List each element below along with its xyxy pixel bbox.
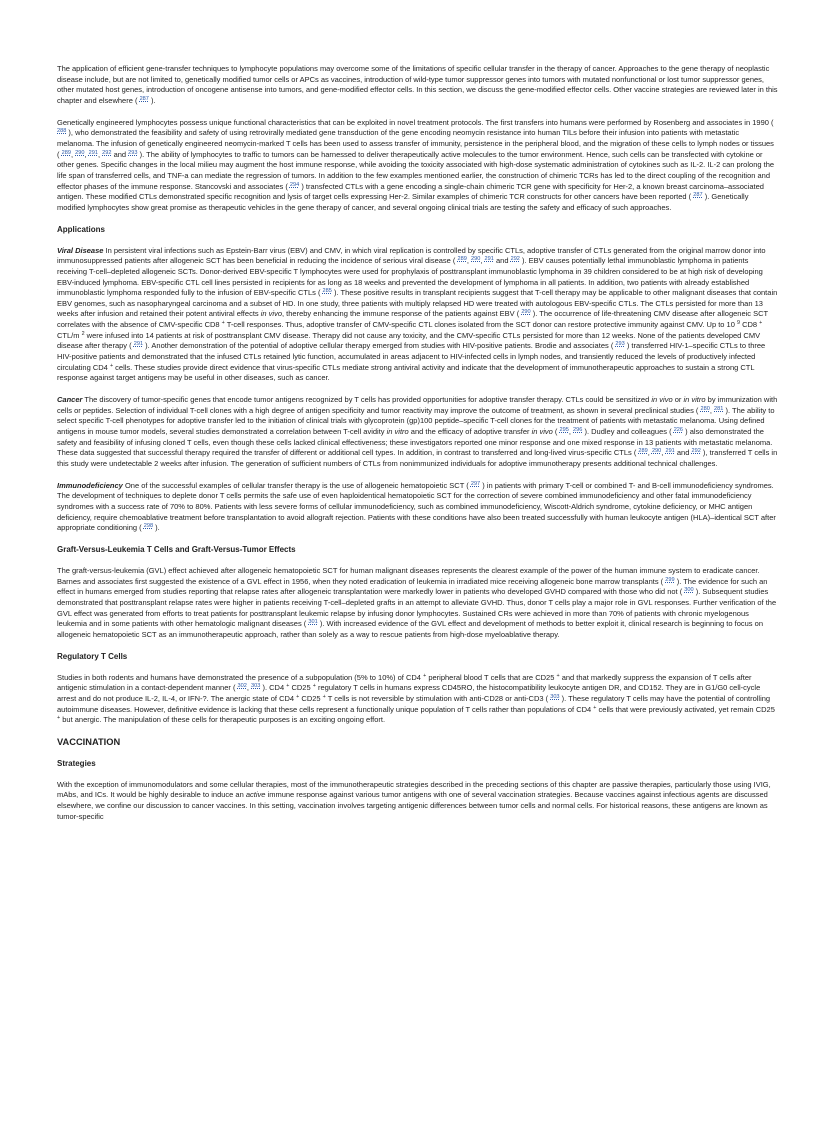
superscript-text: 9: [737, 320, 740, 327]
reference-link[interactable]: 302: [237, 683, 247, 690]
reference-link[interactable]: 291: [484, 256, 494, 263]
text-run: ). CD4: [260, 683, 287, 693]
run-in-heading: Cancer: [57, 395, 83, 405]
superscript-text: +: [296, 693, 300, 700]
text-run: and: [493, 256, 511, 266]
body-paragraph: [57, 673, 778, 726]
reference-link[interactable]: 291: [133, 341, 144, 348]
subsection-heading: Regulatory T Cells: [57, 651, 128, 661]
text-run: Genetically engineered lymphocytes possess unique functional characteristics that can be exploited in novel treatment protocols. The first transfers into humans were performed by Rosenberg and associates in 1990 (: [57, 117, 774, 127]
run-in-heading: Immunodeficiency: [57, 480, 123, 490]
text-run: T cells is not reversible by stimulation with anti-CD28 or anti-CD3 (: [325, 693, 551, 703]
text-run: ). Another demonstration of the potential of adoptive cellular therapy emerged from studies with HIV-positive patients. Brodie and associates (: [143, 341, 616, 351]
reference-link[interactable]: 293: [128, 149, 138, 156]
reference-link[interactable]: 292: [691, 448, 701, 455]
text-run: regulatory T cells in humans express CD45RO, the histocompatibility leukocyte antigen DR, and CD152. They are in G1/G0 cell-cycle arrest and do not produce IL-2, IL-4, or IFN-?. The anergic state of CD4: [57, 683, 761, 703]
text-run: With the exception of immunomodulators and some cellular therapies, most of the immunotherapeutic strategies described in the preceding sections of this chapter are passive therapies, particularly those using IVIG, mAbs, and ICs. It would be highly desirable to induce an: [57, 779, 771, 800]
body-paragraph: [57, 566, 778, 641]
run-in-heading: Viral Disease: [57, 245, 104, 255]
reference-link[interactable]: 297: [470, 480, 481, 487]
reference-link[interactable]: 292: [102, 149, 112, 156]
text-run: ). With increased evidence of the GVL effect and development of methods to better exploit it, clinical research is beginning to focus on allogeneic hematopoietic SCT as an immunotherapeutic approach, rather than solely as a way to rescue patients from high-dose myeloablative therapy.: [57, 619, 763, 639]
text-run: ,: [466, 256, 472, 266]
text-run: ). Genetically modified lymphocytes show great promise as therapeutic vehicles in the gene therapy of cancer, and several ongoing clinical trials are testing the safety and efficacy of such approaches.: [57, 192, 749, 212]
superscript-text: +: [593, 704, 597, 711]
text-run: ) transfected CTLs with a gene encoding a single-chain chimeric TCR gene with specificity for Her-2, a known breast carcinoma–associated antigen. These modified CTLs demonstrated specific recognition and lysis of target cells expressing Her-2. Similar examples of chimeric TCR constructs for other cancers have been reported (: [57, 181, 764, 202]
text-run: ).: [153, 523, 160, 533]
text-run: ,: [97, 149, 103, 159]
text-run: ) in patients with primary T-cell or combined T- and B-cell immunodeficiency syndromes. The development of techniques to deplete donor T cells permits the safe use of even haploidentical hematopoietic SCT for the correction of severe combined immunodeficiency and other fatal immunodeficiency syndromes with a success rate of 70% to 80%. Patients with less severe forms of cellular immunodeficiency, such as combined immunodeficiency, Wiscott-Aldrich syndrome, cytokine deficiency, or MHC antigen deficiency, require chemoablative treatment before transplantation to avoid allograft rejection. Patients with these conditions have also been treated successfully with human leukocyte antigen (HLA)–identical SCT after appropriate conditioning (: [57, 480, 776, 533]
text-run: ). Dudley and colleagues (: [582, 427, 674, 437]
italic-text: in vitro: [386, 427, 409, 437]
text-run: ,: [70, 149, 76, 159]
text-run: ,: [568, 427, 574, 437]
subsection-heading: Strategies: [57, 758, 96, 768]
reference-link[interactable]: 280: [700, 405, 710, 412]
text-run: ), transferred T cells in this study were undetectable 2 weeks after infusion. The generation of sufficient numbers of CTLs from nonimmunized individuals for adoptive immunotherapy presents additional technical challenges.: [57, 448, 778, 468]
text-run: ,: [647, 448, 652, 458]
italic-text: active: [245, 790, 266, 800]
text-run: One of the successful examples of cellular transfer therapy is the use of allogeneic hematopoietic SCT (: [122, 480, 471, 490]
superscript-text: +: [322, 693, 326, 700]
text-run: ,: [709, 405, 715, 415]
text-run: In persistent viral infections such as Epstein-Barr virus (EBV) and CMV, in which viral replication is controlled by specific CTLs, adoptive transfer of CTLs generated from the original marrow donor into immunosuppressed patients after allogeneic SCT has been beneficial in reducing the incidence of serious viral disease (: [57, 245, 766, 266]
reference-link[interactable]: 291: [665, 448, 675, 455]
reference-link[interactable]: 289: [61, 149, 71, 156]
italic-text: in vivo: [651, 395, 673, 405]
text-run: ). The ability of lymphocytes to traffic to tumors can be harnessed to deliver therapeutically active molecules to the tumor environment. Hence, such cells can be transfected with cytokine or other genes. Specific changes in the local milieu may augment the host immune response, while avoiding the toxicity associated with high-dose systematic administration of cytokines such as IL-2. IL-2 can prolong the life span of transferred cells, and TNF-a can mediate the regression of tumors. In addition to the few examples mentioned earlier, the construction of chimeric TCRs has led to the direct coupling of the recognition and effector phases of the immune response. Stancovski and associates (: [57, 149, 775, 191]
reference-link[interactable]: 298: [143, 523, 154, 530]
body-paragraph: [57, 118, 778, 214]
text-run: ,: [480, 256, 485, 266]
text-run: and that markedly suppress the expansion of T cells after antigenic stimulation in a contact-dependent manner (: [57, 672, 752, 693]
text-run: T-cell responses. Thus, adoptive transfer of CMV-specific CTL clones isolated from the SCT donor can restore protective immunity against CMV. Up to 10: [224, 320, 737, 330]
text-run: ). Subsequent studies demonstrated that posttransplant relapse rates were higher in patients receiving T-cell–depleted grafts in an attempt to alleviate GVHD. Thus, donor T cells play a major role in GVL responses. Further verification of the GVL effect was generated from efforts to treat patients for posttransplant leukemic relapse by infusing donor lymphocytes. Sustained CRs were achieved in more than 70% of patients with chronic myelogenous leukemia and in some patients with other hematologic malignant diseases (: [57, 587, 777, 629]
text-run: CD8: [740, 320, 760, 330]
superscript-text: +: [57, 715, 61, 722]
text-run: by immunization with cells or peptides. Selection of individual T-cell clones with a high degree of antigen specificity and tumor reactivity may improve the outcome of treatment, as shown in several preclinical studies (: [57, 395, 778, 415]
text-run: and: [111, 149, 129, 159]
reference-link[interactable]: 292: [510, 256, 520, 263]
reference-link[interactable]: 287: [139, 95, 149, 102]
text-run: cells. These studies provide direct evidence that virus-specific CTLs mediate strong antiviral activity and indicate that the development of immunotherapeutic approaches to sustain a strong CTL response against target antigens may be useful in other diseases, such as cancer.: [57, 362, 755, 383]
reference-link[interactable]: 299: [665, 576, 675, 583]
reference-link[interactable]: 285: [322, 288, 332, 295]
reference-link[interactable]: 226: [673, 427, 684, 434]
superscript-text: 2: [81, 330, 85, 337]
text-run: CD25: [289, 683, 313, 693]
text-run: ). These positive results in transplant recipients suggest that T-cell therapy may be applicable to other malignant diseases that contain EBV genomes, such as nasopharyngeal carcinoma and a subset of HD. In one study, three patients with multiply relapsed HD were treated with autologous EBV-specific CTLs. The CTLs persisted for more than 13 weeks after infusion and retained their potent antiviral effects: [57, 288, 778, 319]
text-run: and the efficacy of adoptive transfer: [408, 427, 532, 437]
text-run: or: [672, 395, 684, 405]
text-run: The discovery of tumor-specific genes that encode tumor antigens recognized by T cells has provided opportunities for adoptive transfer therapy. CTLs could be sensitized: [82, 395, 652, 405]
text-run: The application of efficient gene-transfer techniques to lymphocyte populations may overcome some of the limitations of specific cellular transfer in the therapy of cancer. Approaches to the gene therapy of neoplastic disease include, but are not limited to, genetically modified tumor cells or APCs as vaccines, introduction of wild-type tumor suppressor genes into tumors with mutated nonfunctional or lost tumor suppressor genes, other mutated host genes, introduction of oncogene antisense into tumors, and gene-modified effector cells. In this section, we discuss the gene-modified effector cells. Other vaccine strategies are reviewed later in this chapter and elsewhere (: [57, 64, 778, 105]
subsection-heading: Applications: [57, 224, 106, 234]
body-paragraph: [57, 246, 778, 385]
body-paragraph: [57, 395, 778, 470]
text-run: and: [674, 448, 692, 458]
italic-text: in vivo: [260, 309, 282, 319]
text-run: (: [552, 427, 560, 437]
reference-link[interactable]: 289: [457, 256, 467, 263]
reference-link[interactable]: 289: [638, 448, 648, 455]
text-run: CTL/m: [57, 330, 82, 340]
superscript-text: +: [286, 683, 290, 690]
subsection-heading: Graft-Versus-Leukemia T Cells and Graft-Versus-Tumor Effects: [57, 544, 296, 554]
reference-link[interactable]: 288: [57, 128, 67, 135]
reference-link[interactable]: 301: [308, 619, 318, 626]
reference-link[interactable]: 295: [559, 427, 569, 434]
italic-text: in vitro: [683, 395, 706, 405]
text-run: but anergic. The manipulation of these cells for therapeutic purposes is an exciting ongoing effort.: [60, 715, 386, 725]
text-run: CD25: [299, 693, 323, 703]
reference-link[interactable]: 303: [251, 683, 261, 690]
reference-link[interactable]: 300: [684, 587, 694, 594]
text-run: ,: [661, 448, 666, 458]
text-run: cells that were previously activated, yet remain CD25: [596, 704, 775, 714]
superscript-text: +: [556, 672, 560, 679]
text-run: ). The evidence for such an effect in humans emerged from studies reporting that relapse rates after allogeneic transplantation were markedly lower in patients who developed GVHD compared with those who did not (: [57, 576, 768, 597]
section-heading: VACCINATION: [57, 736, 121, 747]
text-run: ). The ability to select specific T-cell phenotypes for adoptive transfer led to the initiation of clinical trials with glycoprotein (gp)100 peptide–specific T-cell clones for the treatment of patients with metastatic melanoma. Using defined antigens in mouse tumor models, several studies demonstrated a correlation between T-cell avidity: [57, 405, 775, 437]
text-run: ).: [148, 95, 156, 105]
text-run: The graft-versus-leukemia (GVL) effect achieved after allogeneic hematopoietic SCT for human malignant diseases represents the clearest example of the power of the human immune system to eradicate cancer. Barnes and associates first suggested the existence of a GVL effect in 1956, when they noted eradication of leukemia in irradiated mice receiving allogeneic bone marrow transplants (: [57, 565, 760, 586]
reference-link[interactable]: 281: [714, 405, 724, 412]
reference-link[interactable]: 290: [651, 448, 662, 455]
reference-link[interactable]: 290: [521, 309, 531, 316]
body-paragraph: [57, 481, 778, 534]
body-paragraph: [57, 64, 778, 107]
text-run: ) transferred HIV-1–specific CTLs to three HIV-positive patients and demonstrated that the infused CTLs retained lytic function, accumulated in areas adjacent to HIV-infected cells in lymph nodes, and transiently reduced the levels of productively infected circulating CD4: [57, 341, 766, 372]
text-run: Studies in both rodents and humans have demonstrated the presence of a subpopulation (5% to 10%) of CD4: [57, 672, 424, 682]
text-run: ,: [84, 149, 89, 159]
text-run: ), who demonstrated the feasibility and safety of using retrovirally mediated gene transduction of the gene encoding neomycin resistance into human TILs before their infusion into patients with metastatic melanoma. The infusion of genetically engineered neomycin-marked T cells has been used to assess transfer of immunity, persistence in the peripheral blood, and the migration of these cells to lymph nodes or tissues (: [57, 128, 774, 159]
text-run: peripheral blood T cells that are CD25: [426, 672, 557, 682]
reference-link[interactable]: 287: [693, 192, 703, 199]
superscript-text: +: [221, 320, 225, 327]
reference-link[interactable]: 296: [573, 427, 583, 434]
superscript-text: +: [759, 320, 763, 327]
text-run: ). EBV causes potentially lethal immunoblastic lymphoma in patients receiving T-cell–depleted allogeneic SCTs. Donor-derived EBV-specific T lymphocytes were used for prophylaxis of posttransplant immunoblastic lymphoma in 39 children considered to be at high risk of developing EBV-induced lymphoma. EBV-specific CTL cell lines persisted in recipients for as long as 18 weeks and prevented the development of lymphoma in all patients. In addition, two patients with already established immunoblastic lymphoma responded fully to the infusion of EBV-specific CTLs (: [57, 256, 763, 298]
text-run: were infused into 14 patients at risk of posttransplant CMV disease. Therapy did not cause any toxicity, and the CMV-specific CTLs persisted for more than 12 weeks. None of the patients developed CMV disease after therapy (: [57, 330, 761, 351]
text-run: ). The occurrence of life-threatening CMV disease after allogeneic SCT correlates with the absence of CMV-specific CD8: [57, 309, 768, 330]
italic-text: in vivo: [531, 427, 553, 437]
superscript-text: +: [312, 683, 316, 690]
reference-link[interactable]: 303: [550, 693, 560, 700]
text-run: ). These regulatory T cells may have the potential of controlling autoimmune diseases. However, definitive evidence is lacking that these cells represent a functionally unique population of T cells rather than populations of CD4: [57, 693, 771, 714]
body-paragraph: [57, 780, 778, 823]
reference-link[interactable]: 294: [289, 181, 300, 188]
reference-link[interactable]: 290: [471, 256, 481, 263]
text-run: ) also demonstrated the safety and feasibility of infusing cloned T cells, even though these cells lacked clinical effectiveness; these investigators reported one minor response and one mixed response in 13 patients with metastatic melanoma. These data suggested that successful therapy required the transfer of different or additional cell types. In addition, in contrast to transferred and long-lived virus-specific CTLs (: [57, 427, 773, 458]
text-run: immune response against various tumor antigens with one of several vaccination strategies. Because vaccines against infectious agents are discussed elsewhere, we confine our discussion to cancer vaccines. In this setting, vaccination involves targeting antigenic differences between tumor cells and normal cells. For historical reasons, these antigens are known as tumor-specific: [57, 790, 768, 821]
reference-link[interactable]: 291: [88, 149, 98, 156]
superscript-text: +: [423, 672, 427, 679]
document-page: [57, 64, 778, 833]
reference-link[interactable]: 290: [75, 149, 85, 156]
reference-link[interactable]: 293: [615, 341, 625, 348]
superscript-text: +: [109, 362, 114, 369]
text-run: , thereby enhancing the immune response of the patients against EBV (: [282, 309, 522, 319]
text-run: ,: [246, 683, 252, 693]
